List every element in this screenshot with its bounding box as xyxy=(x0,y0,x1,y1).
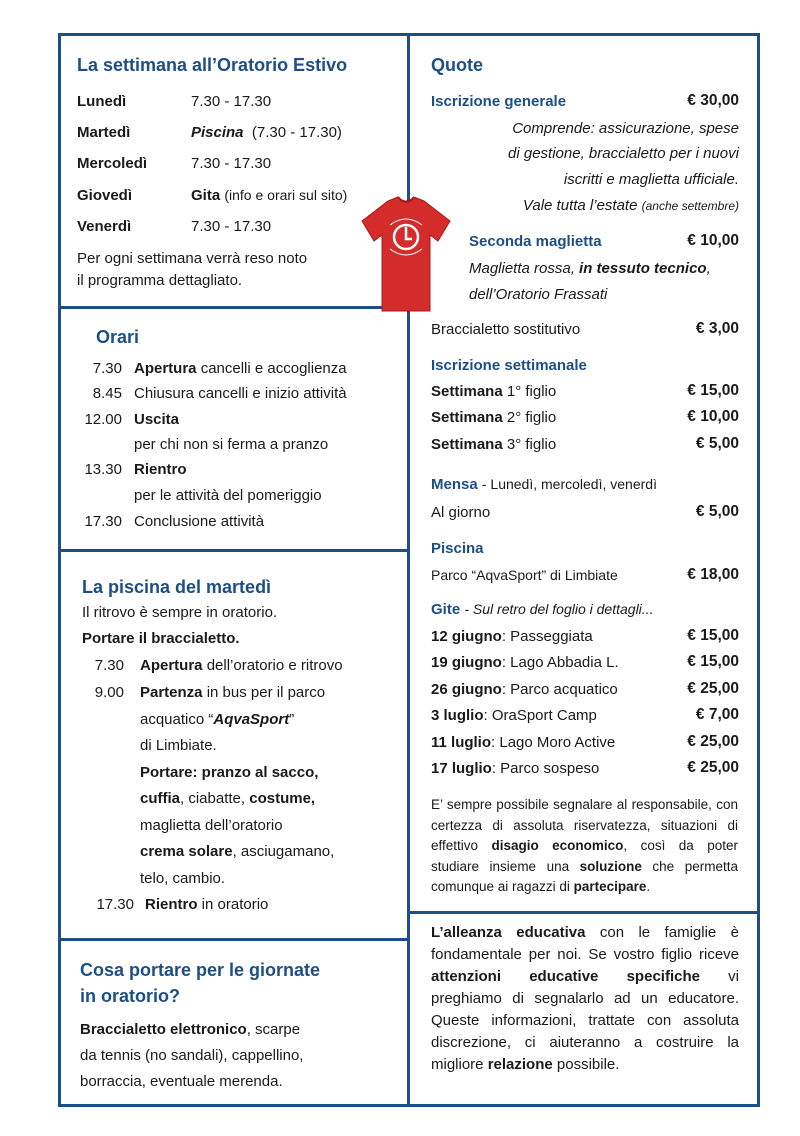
price: € 10,00 xyxy=(687,232,739,249)
quote-title: Quote xyxy=(431,55,483,75)
week-note: il programma dettagliato. xyxy=(77,272,243,289)
time: 17.30 xyxy=(96,896,134,913)
price: € 10,00 xyxy=(687,408,739,425)
price: € 18,00 xyxy=(687,566,739,583)
day-detail: Gita (info e orari sul sito) xyxy=(191,187,348,204)
shirt-desc: dell’Oratorio Frassati xyxy=(469,286,608,303)
orari-text: Conclusione attività xyxy=(134,513,265,530)
tshirt-image xyxy=(360,195,452,315)
price: € 7,00 xyxy=(695,706,739,723)
cosa-line: da tennis (no sandali), cappellino, xyxy=(80,1047,304,1064)
orari-text: Chiusura cancelli e inizio attività xyxy=(134,385,347,402)
piscina-row: Rientro in oratorio xyxy=(145,896,269,913)
general-desc: Vale tutta l’estate (anche settembre) xyxy=(522,197,739,214)
price: € 30,00 xyxy=(687,92,739,109)
general-desc: iscritti e maglietta ufficiale. xyxy=(563,171,739,188)
time: 7.30 xyxy=(94,657,124,674)
day-label: Mercoledì xyxy=(77,155,148,172)
shirt-desc: Maglietta rossa, in tessuto tecnico, xyxy=(469,260,711,277)
day-label: Giovedì xyxy=(77,187,133,204)
orari-text: Rientro xyxy=(134,461,187,478)
orari-text: Uscita xyxy=(134,411,180,428)
piscina-row: telo, cambio. xyxy=(140,870,226,887)
piscina-row: acquatico “AqvaSport” xyxy=(140,711,295,728)
general-desc: Comprende: assicurazione, spese xyxy=(512,120,739,137)
gita-row: 19 giugno: Lago Abbadia L. xyxy=(431,654,619,671)
shirt-label: Seconda maglietta xyxy=(469,233,602,250)
piscina-row: cuffia, ciabatte, costume, xyxy=(140,790,316,807)
day-detail: 7.30 - 17.30 xyxy=(191,155,272,172)
mensa-label: Al giorno xyxy=(431,504,491,521)
day-detail: 7.30 - 17.30 xyxy=(191,218,272,235)
general-desc: di gestione, braccialetto per i nuovi xyxy=(508,145,739,162)
weekly-row: Settimana 1° figlio xyxy=(431,383,557,400)
orari-text: per le attività del pomeriggio xyxy=(134,487,322,504)
piscina-title: La piscina del martedì xyxy=(82,577,272,597)
time: 17.30 xyxy=(84,513,122,530)
gita-row: 11 luglio: Lago Moro Active xyxy=(431,734,616,751)
divider xyxy=(58,549,410,552)
time: 7.30 xyxy=(92,360,122,377)
cosa-line: Braccialetto elettronico, scarpe xyxy=(80,1021,301,1038)
alleanza-text: L’alleanza educativa con le famiglie è fondamentale per noi. Se vostro figlio riceve attenzioni educative specifiche vi preghiamo di segnalarlo ad un educatore. Queste informazioni, trattate con assoluta discrezione, ci aiuteranno a costruire la migliore relazione possibile. xyxy=(431,924,739,1073)
price: € 25,00 xyxy=(687,733,739,750)
orari-text: Apertura cancelli e accoglienza xyxy=(134,360,347,377)
gita-row: 12 giugno: Passeggiata xyxy=(431,628,593,645)
day-detail: 7.30 - 17.30 xyxy=(191,93,272,110)
day-label: Lunedì xyxy=(77,93,127,110)
gita-row: 3 luglio: OraSport Camp xyxy=(431,707,597,724)
cosa-title: Cosa portare per le giornate xyxy=(80,960,321,980)
orari-text: per chi non si ferma a pranzo xyxy=(134,436,329,453)
gite-title: Gite - Sul retro del foglio i dettagli... xyxy=(431,601,654,618)
day-label: Venerdì xyxy=(77,218,132,235)
piscina-row: di Limbiate. xyxy=(140,737,217,754)
piscina-price-title: Piscina xyxy=(431,540,484,557)
price: € 5,00 xyxy=(695,503,739,520)
price: € 25,00 xyxy=(687,680,739,697)
piscina-row: Partenza in bus per il parco xyxy=(140,684,326,701)
weekly-title: Iscrizione settimanale xyxy=(431,357,587,374)
piscina-line: Il ritrovo è sempre in oratorio. xyxy=(82,604,278,621)
piscina-line: Portare il braccialetto. xyxy=(82,630,240,647)
disagio-note: E’ sempre possibile segnalare al responsabile, con certezza di assoluta riservatezza, situazioni di effettivo disagio economico, così da poter studiare insieme una soluzione che permetta comunque ai ragazzi di partecipare. xyxy=(431,797,738,894)
mensa-row: Mensa - Lunedì, mercoledì, venerdì xyxy=(431,476,657,493)
week-title: La settimana all’Oratorio Estivo xyxy=(77,55,348,75)
divider xyxy=(407,911,760,914)
time: 8.45 xyxy=(92,385,122,402)
weekly-row: Settimana 2° figlio xyxy=(431,409,557,426)
cosa-line: borraccia, eventuale merenda. xyxy=(80,1073,283,1090)
piscina-row: Apertura dell’oratorio e ritrovo xyxy=(140,657,343,674)
price: € 25,00 xyxy=(687,759,739,776)
price: € 15,00 xyxy=(687,653,739,670)
day-detail: Piscina (7.30 - 17.30) xyxy=(191,124,342,141)
price: € 3,00 xyxy=(695,320,739,337)
day-label: Martedì xyxy=(77,124,131,141)
piscina-row: maglietta dell’oratorio xyxy=(140,817,283,834)
general-label: Iscrizione generale xyxy=(431,93,567,110)
cosa-title: in oratorio? xyxy=(80,986,180,1006)
time: 9.00 xyxy=(94,684,124,701)
time: 13.30 xyxy=(84,461,122,478)
weekly-row: Settimana 3° figlio xyxy=(431,436,557,453)
piscina-row: crema solare, asciugamano, xyxy=(140,843,335,860)
divider xyxy=(58,938,410,941)
week-note: Per ogni settimana verrà reso noto xyxy=(77,250,308,267)
gita-row: 26 giugno: Parco acquatico xyxy=(431,681,618,698)
price: € 15,00 xyxy=(687,382,739,399)
orari-title: Orari xyxy=(96,327,140,347)
price: € 15,00 xyxy=(687,627,739,644)
price: € 5,00 xyxy=(695,435,739,452)
time: 12.00 xyxy=(84,411,122,428)
piscina-row: Portare: pranzo al sacco, xyxy=(140,764,319,781)
piscina-price-label: Parco “AqvaSport” di Limbiate xyxy=(431,567,618,583)
gita-row: 17 luglio: Parco sospeso xyxy=(431,760,600,777)
divider xyxy=(58,306,410,309)
bracelet-label: Braccialetto sostitutivo xyxy=(431,321,581,338)
